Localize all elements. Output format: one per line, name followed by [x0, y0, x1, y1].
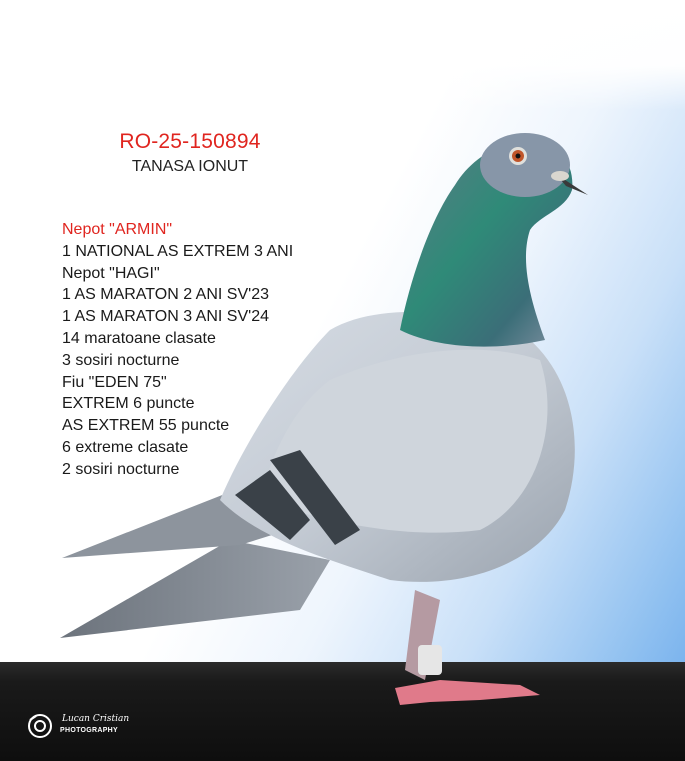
photographer-watermark: [26, 712, 136, 742]
watermark-word: PHOTOGRAPHY: [60, 727, 119, 734]
leg-ring: [418, 645, 442, 675]
camera-logo-icon: [26, 712, 54, 740]
pedigree-line: EXTREM 6 puncte: [62, 395, 195, 413]
pedigree-list: [62, 219, 293, 481]
cere: [551, 171, 569, 181]
pedigree-line: 2 sosiri nocturne: [62, 460, 180, 478]
pedigree-line: 1 AS MARATON 3 ANI SV'24: [62, 308, 269, 326]
pedigree-line: 1 NATIONAL AS EXTREM 3 ANI: [62, 242, 294, 260]
feet: [395, 680, 540, 705]
owner-name: TANASA IONUT: [131, 158, 249, 175]
pedigree-line: Fiu "EDEN 75": [62, 373, 167, 391]
eye-pupil: [516, 154, 521, 159]
pedigree-line: AS EXTREM 55 puncte: [62, 417, 230, 435]
watermark-script: Lucan Cristian: [62, 714, 130, 724]
pedigree-line: 3 sosiri nocturne: [62, 351, 180, 369]
pedigree-line: Nepot "ARMIN": [62, 221, 173, 238]
pedigree-line: 14 maratoane clasate: [62, 329, 216, 347]
head: [480, 133, 570, 197]
ring-number: RO-25-150894: [119, 130, 261, 153]
pedigree-line: 1 AS MARATON 2 ANI SV'23: [62, 286, 269, 304]
pedigree-line: Nepot "HAGI": [62, 264, 160, 282]
pedigree-line: 6 extreme clasate: [62, 438, 189, 456]
